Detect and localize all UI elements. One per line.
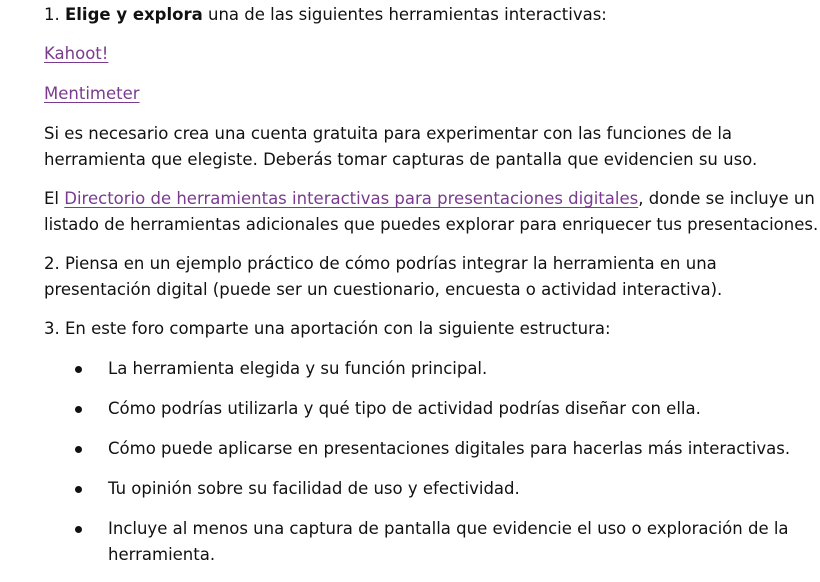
directory-link[interactable]: Directorio de herramientas interactivas para presentaciones digitales [64, 189, 639, 208]
list-item [44, 356, 808, 382]
list-item-text: Cómo podrías utilizarla y qué tipo de actividad podrías diseñar con ella. [108, 399, 701, 418]
account-note: Si es necesario crea una cuenta gratuita para experimentar con las funciones de la herramienta que elegiste. Deberás tomar capturas de pantalla que evidencien su uso. [44, 124, 758, 169]
directory-suffix: , donde se incluye un listado de herramientas adicionales que puedes explorar para enriquecer tus presentaciones. [44, 189, 819, 234]
bullet-icon [75, 446, 82, 453]
mentimeter-link[interactable]: Mentimeter [44, 84, 140, 103]
list-item-text: La herramienta elegida y su función principal. [108, 359, 488, 378]
mentimeter-link-paragraph [44, 81, 140, 107]
kahoot-link-paragraph [44, 41, 108, 67]
bullet-icon [75, 526, 82, 533]
kahoot-link[interactable]: Kahoot! [44, 44, 109, 63]
step-2-instruction: 2. Piensa en un ejemplo práctico de cómo podrías integrar la herramienta en una presentación digital (puede ser un cuestionario, encuesta o actividad interactiva). [44, 254, 723, 299]
list-item-text: Cómo puede aplicarse en presentaciones digitales para hacerlas más interactivas. [108, 439, 791, 458]
list-item-text: Tu opinión sobre su facilidad de uso y efectividad. [108, 479, 520, 498]
bullet-icon [75, 486, 82, 493]
structure-list [44, 356, 820, 582]
step-1-bold-text: Elige y explora [65, 5, 203, 24]
directory-prefix: El [44, 189, 65, 208]
list-item-text: Incluye al menos una captura de pantalla que evidencie el uso o exploración de la herramienta. [108, 519, 789, 564]
step-3-instruction: 3. En este foro comparte una aportación con la siguiente estructura: [44, 319, 611, 338]
bullet-icon [75, 366, 82, 373]
list-item [44, 476, 808, 502]
step-1-instruction [44, 2, 820, 28]
list-item [44, 436, 808, 462]
list-item [44, 396, 808, 422]
list-item [44, 516, 808, 568]
directory-paragraph [44, 186, 820, 238]
bullet-icon [75, 406, 82, 413]
step-1-rest-text: una de las siguientes herramientas interactivas: [208, 5, 607, 24]
step-1-number: 1. [44, 5, 60, 24]
